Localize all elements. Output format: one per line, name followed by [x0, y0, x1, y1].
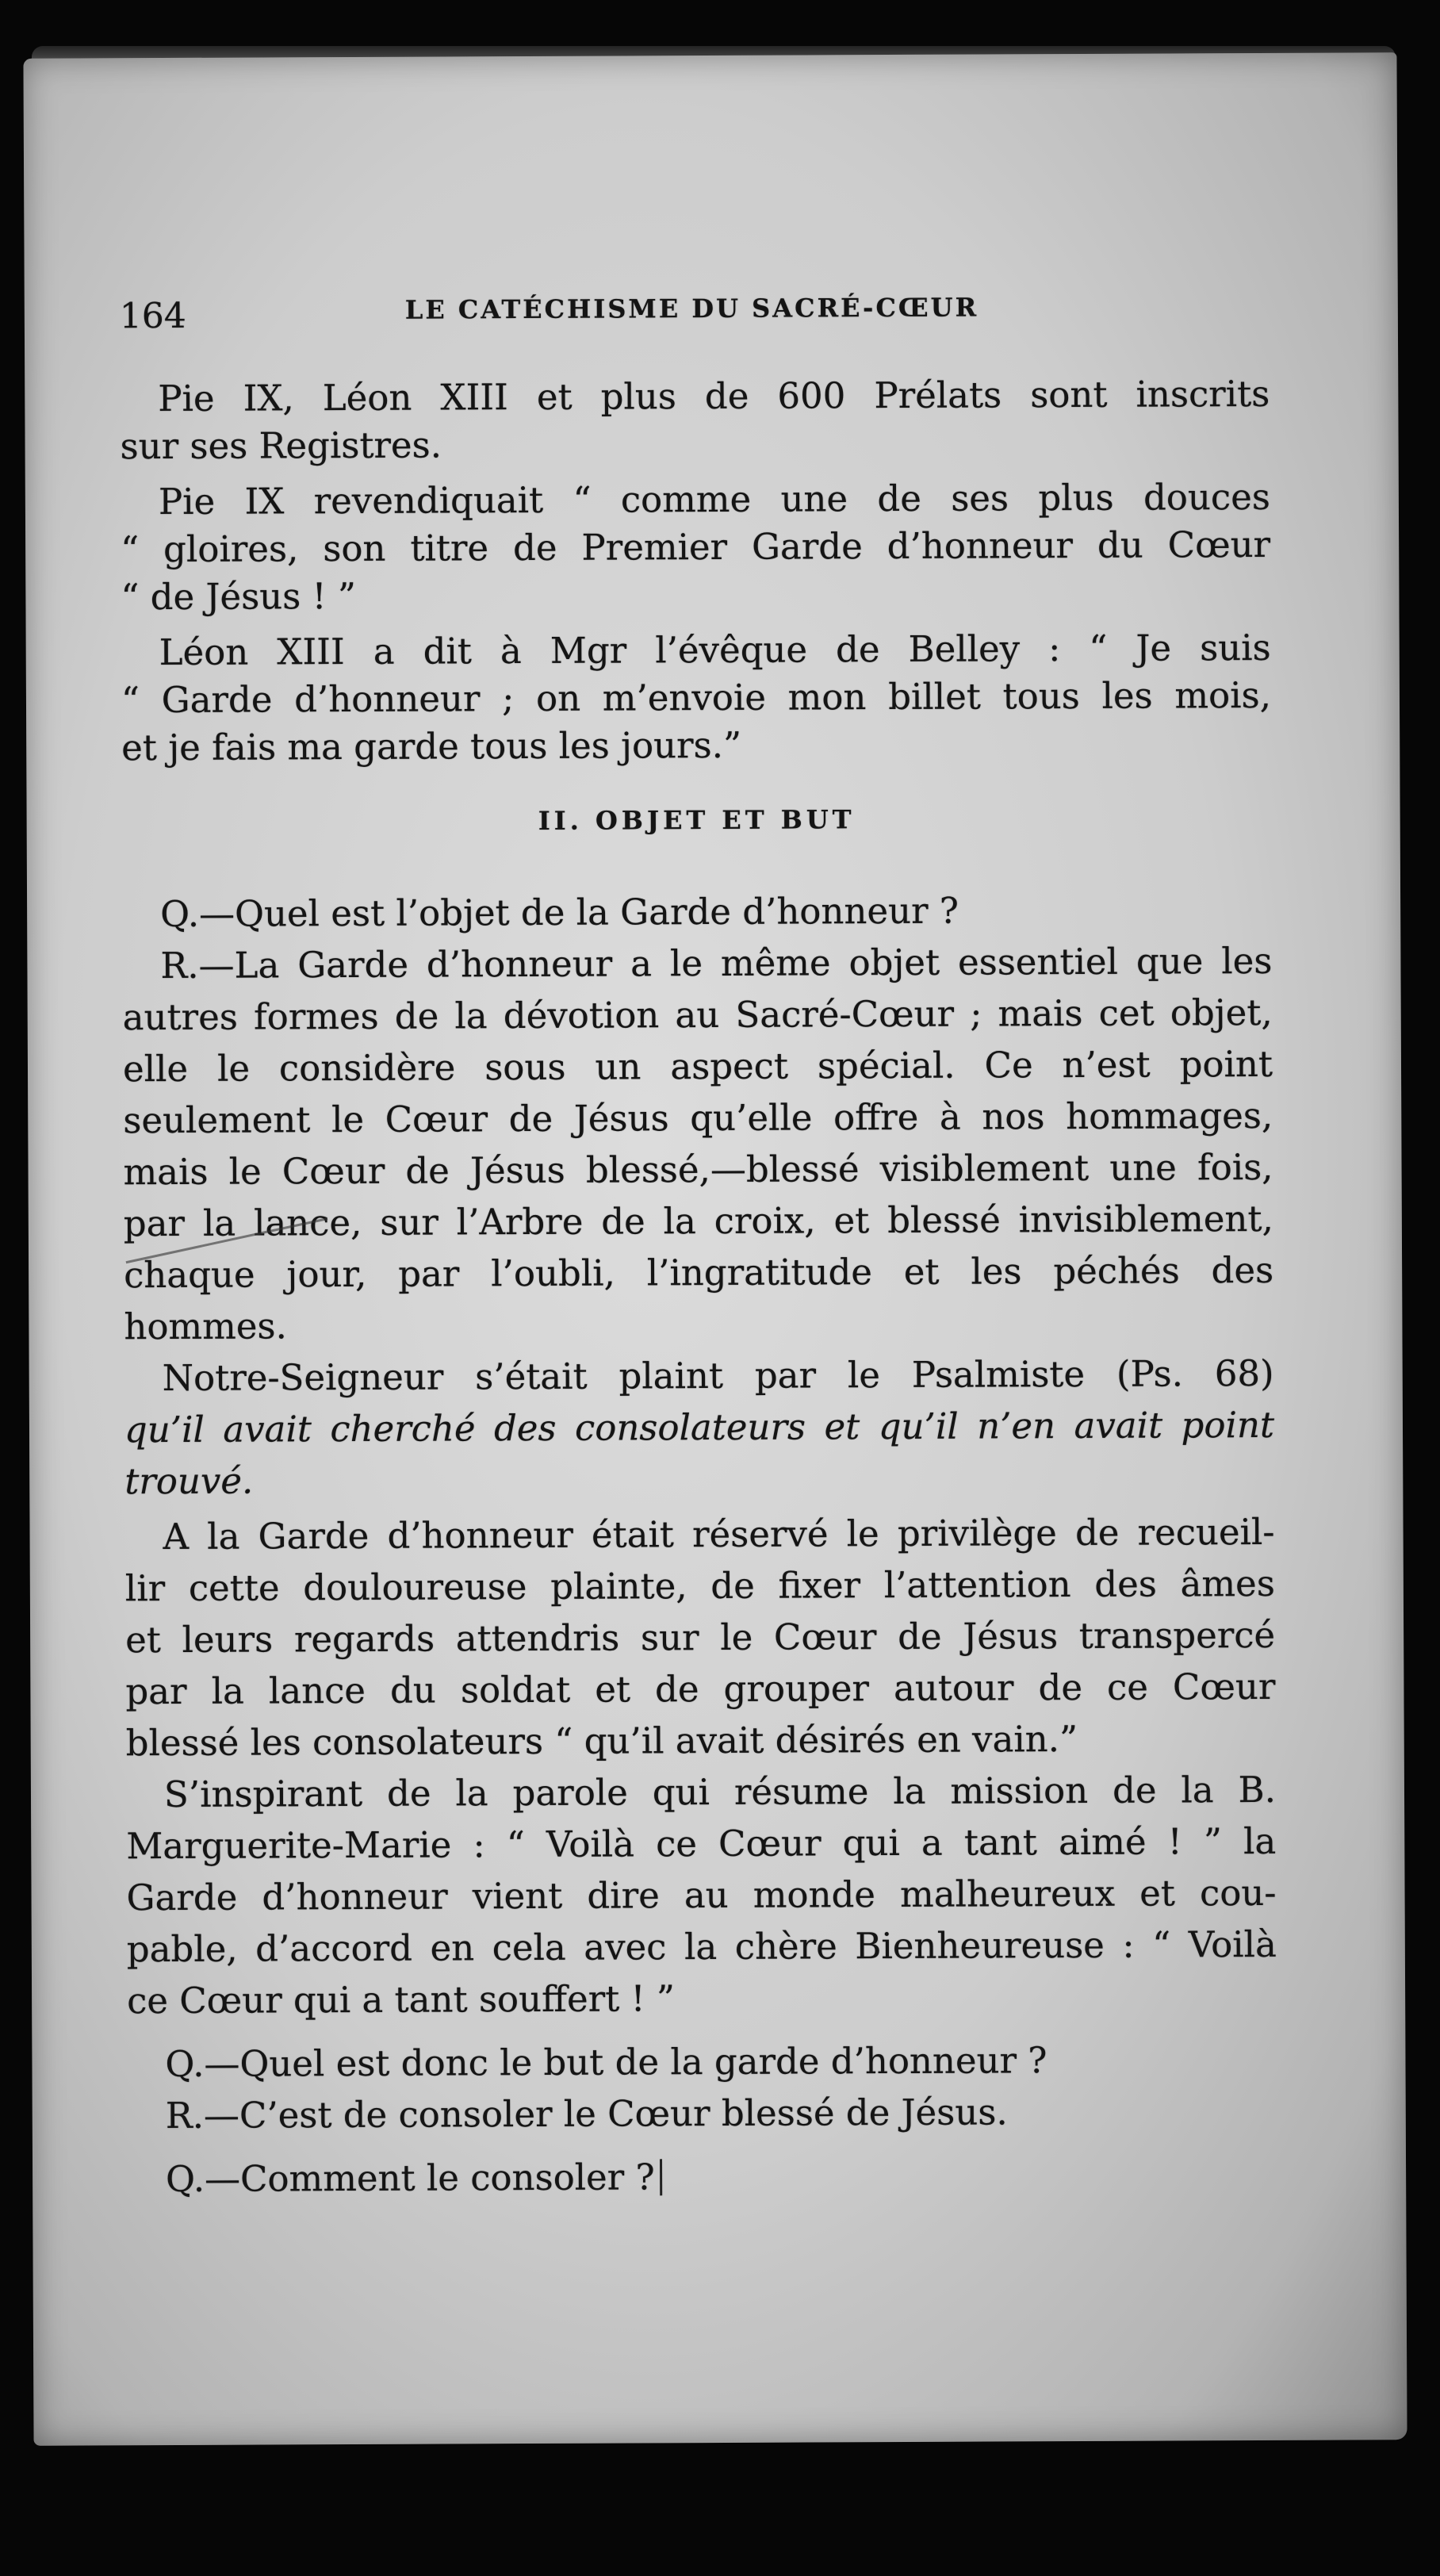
text-line: Q.—Quel est l’objet de la Garde d’honneur ? [160, 889, 959, 936]
text-line: Garde d’honneur vient dire au monde malheureux et cou- [126, 1871, 1277, 1919]
text-cursor [660, 2159, 662, 2195]
page-number: 164 [119, 295, 186, 337]
text-line: S’inspirant de la parole qui résume la mission de la B. [163, 1768, 1277, 1816]
running-head [120, 291, 1270, 351]
running-title: LE CATÉCHISME DU SACRÉ-CŒUR [404, 292, 979, 325]
text-line: “ gloires, son titre de Premier Garde d’honneur du Cœur [121, 523, 1271, 571]
text-line: R.—C’est de consoler le Cœur blessé de Jésus. [165, 2091, 1008, 2137]
text-line: lir cette douloureuse plainte, de fixer l’attention des âmes [124, 1562, 1275, 1610]
text-line: Notre-Seigneur s’était plaint par le Psalmiste (Ps. 68) [162, 1351, 1274, 1400]
text-line: elle le considère sous un aspect spécial. Ce n’est point [122, 1042, 1273, 1091]
text-line: pable, d’accord en cela avec la chère Bienheureuse : “ Voilà [126, 1922, 1277, 1971]
text-line: Pie IX revendiquait “ comme une de ses plus douces [158, 475, 1270, 523]
text-line: Marguerite-Marie : “ Voilà ce Cœur qui a tant aimé ! ” la [126, 1819, 1277, 1868]
text-line: “ Garde d’honneur ; on m’envoie mon billet tous les mois, [121, 673, 1272, 722]
text-line: et leurs regards attendris sur le Cœur de Jésus transpercé [125, 1613, 1276, 1662]
text-line: Léon XIII a dit à Mgr l’évêque de Belley : “ Je suis [159, 626, 1271, 674]
text-line: autres formes de la dévotion au Sacré-Cœur ; mais cet objet, [122, 991, 1273, 1039]
text-line: A la Garde d’honneur était réservé le privilège de recueil- [163, 1510, 1275, 1558]
text-line: “ de Jésus ! ” [121, 574, 357, 619]
text-line: mais le Cœur de Jésus blessé,—blessé visiblement une fois, [123, 1145, 1273, 1194]
section-heading: II. OBJET ET BUT [538, 804, 856, 836]
text-line: sur ses Registres. [120, 424, 442, 468]
book-page [23, 52, 1407, 2446]
text-line: blessé les consolateurs “ qu’il avait désirés en vain.” [125, 1718, 1078, 1765]
text-line: R.—La Garde d’honneur a le même objet essentiel que les [160, 939, 1273, 987]
text-line: par la lance, sur l’Arbre de la croix, et blessé invisiblement, [123, 1197, 1273, 1245]
text-line: chaque jour, par l’oubli, l’ingratitude et les péchés des [124, 1248, 1274, 1297]
text-line-last [128, 2151, 1277, 2203]
text-line: ce Cœur qui a tant souffert ! ” [127, 1977, 676, 2022]
text-line: par la lance du soldat et de grouper autour de ce Cœur [125, 1665, 1276, 1713]
text-line: qu’il avait cherché des consolateurs et qu’il n’en avait point [124, 1403, 1275, 1451]
text-line: hommes. [124, 1305, 287, 1348]
text-line: seulement le Cœur de Jésus qu’elle offre à nos hommages, [123, 1094, 1273, 1142]
last-line-text: Q.—Comment le consoler ? [165, 2156, 655, 2201]
text-line: et je fais ma garde tous les jours.” [121, 723, 742, 769]
text-line: Pie IX, Léon XIII et plus de 600 Prélats sont inscrits [158, 372, 1270, 420]
text-line: Q.—Quel est donc le but de la garde d’honneur ? [165, 2039, 1047, 2086]
text-line: trouvé. [124, 1459, 254, 1503]
